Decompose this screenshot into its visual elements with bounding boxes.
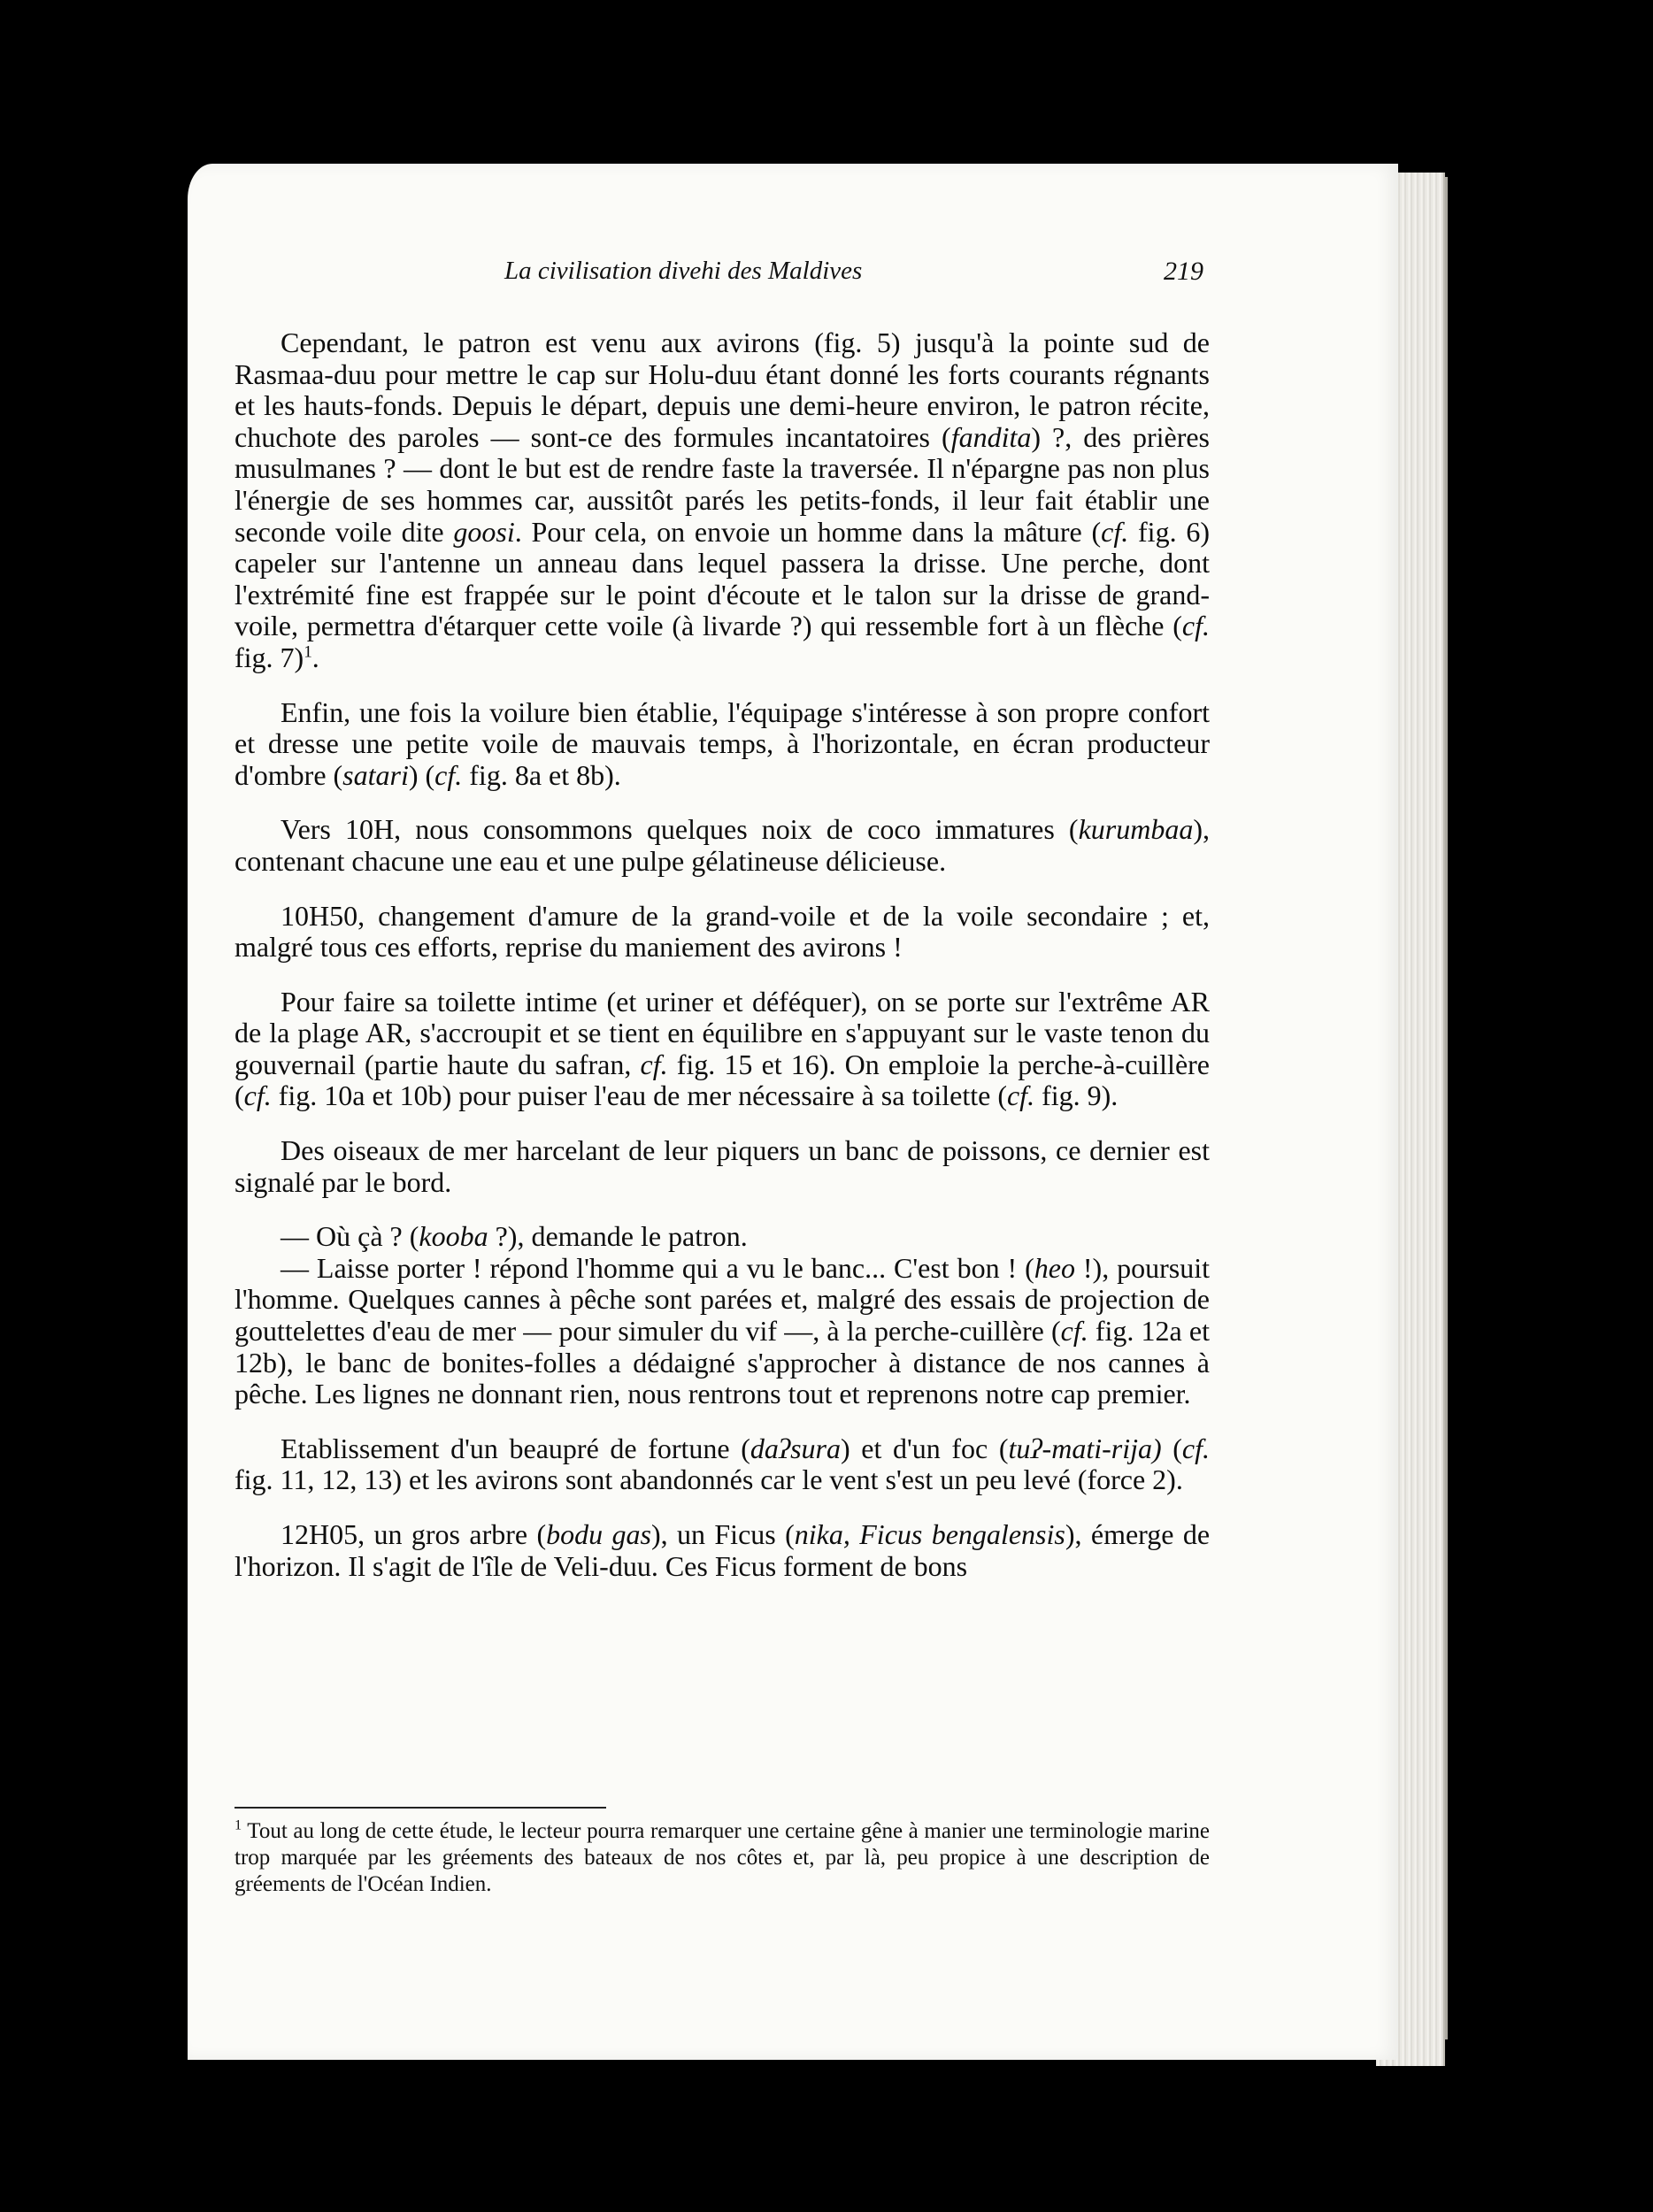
footnote-marker: 1	[234, 1816, 242, 1833]
paragraph-5: Pour faire sa toilette intime (et uriner et déféquer), on se porte sur l'extrême AR de la plage AR, s'accroupit et se tient en équilibre en s'appuyant sur le vaste tenon du gouvernail (partie haute du safran, cf. fig. 15 et 16). On emploie la perche-à-cuillère (cf. fig. 10a et 10b) pour puiser l'eau de mer nécessaire à sa toilette (cf. fig. 9).	[234, 985, 1211, 1112]
paragraph-1: Cependant, le patron est venu aux avirons (fig. 5) jusqu'à la pointe sud de Rasmaa-duu pour mettre le cap sur Holu-duu étant donné les forts courants régnants et les hauts-fonds. Depuis le départ, depuis une demi-heure environ, le patron récite, chuchote des paroles — sont-ce des formules incantatoires (fandita) ?, des prières musulmanes ? — dont le but est de rendre faste la traversée. Il n'épargne pas non plus l'énergie de ses hommes car, aussitôt parés les petits-fonds, il leur fait établir une seconde voile dite goosi. Pour cela, on envoie un homme dans la mâture (cf. fig. 6) capeler sur l'antenne un anneau dans lequel passera la drisse. Une perche, dont l'extrémité fine est frappée sur le point d'écoute et le talon sur la drisse de grand-voile, permettra d'étarquer cette voile (à livarde ?) qui ressemble fort à un flèche (cf. fig. 7)$^1$.	[234, 326, 1211, 673]
paragraph-2: Enfin, une fois la voilure bien établie, l'équipage s'intéresse à son propre confort et dresse une petite voile de mauvais temps, à l'horizontale, en écran producteur d'ombre (satari) (cf. fig. 8a et 8b).	[234, 695, 1210, 791]
running-title: La civilisation divehi des Maldives	[504, 257, 863, 285]
footnote	[234, 1818, 1210, 1898]
footnote-reference: 1	[304, 642, 312, 662]
body-text	[234, 327, 1210, 1605]
paragraph-6: Des oiseaux de mer harcelant de leur piquers un banc de poissons, ce dernier est signalé par le bord.	[234, 1134, 1210, 1198]
footnote-text: Tout au long de cette étude, le lecteur pourra remarquer une certaine gêne à manier une terminologie marine trop marquée par les gréements des bateaux de nos côtes et, par là, peu propice à une description de gréements de l'Océan Indien.	[234, 1819, 1210, 1896]
dialogue-line-2: — Laisse porter ! répond l'homme qui a vu le banc... C'est bon ! (heo !), poursuit l'homme. Quelques cannes à pêche sont parées et, malgré des essais de projection de gouttelettes d'eau de mer — pour simuler du vif —, à la perche-cuillère (cf. fig. 12a et 12b), le banc de bonites-folles a dédaigné s'approcher à distance de nos cannes à pêche. Les lignes ne donnant rien, nous rentrons tout et reprenons notre cap premier.	[234, 1251, 1211, 1410]
paragraph-3: Vers 10H, nous consommons quelques noix de coco immatures (kurumbaa), contenant chacune une eau et une pulpe gélatineuse délicieuse.	[234, 813, 1210, 877]
paragraph-10: 12H05, un gros arbre (bodu gas), un Ficus (nika, Ficus bengalensis), émerge de l'horizon. Il s'agit de l'île de Veli-duu. Ces Ficus forment de bons	[234, 1518, 1211, 1582]
page-number: 219	[1164, 257, 1203, 286]
footnote-divider	[234, 1807, 606, 1809]
paragraph-9: Etablissement d'un beaupré de fortune (daʔsura) et d'un foc (tuʔ-mati-rija) (cf. fig. 11, 12, 13) et les avirons sont abandonnés car le vent s'est un peu levé (force 2).	[234, 1432, 1211, 1496]
paragraph-4: 10H50, changement d'amure de la grand-voile et de la voile secondaire ; et, malgré tous ces efforts, reprise du maniement des avirons !	[234, 899, 1210, 964]
dialogue-line-1: — Où çà ? (kooba ?), demande le patron.	[281, 1220, 748, 1253]
page-header	[319, 257, 1203, 296]
